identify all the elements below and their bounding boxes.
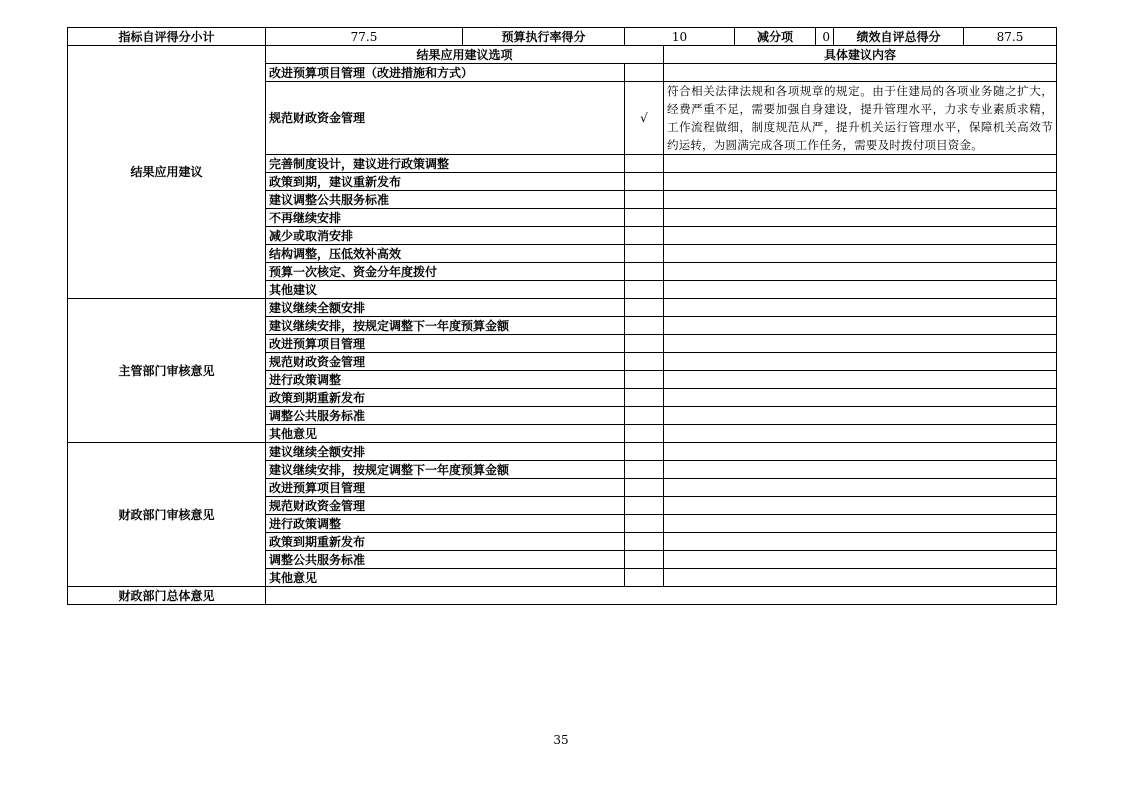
result-option-content [664, 281, 1057, 299]
budget-value: 10 [625, 28, 735, 46]
dept-review-option-content [664, 299, 1057, 317]
total-label: 绩效自评总得分 [834, 28, 964, 46]
result-option-label: 预算一次核定、资金分年度拨付 [266, 263, 625, 281]
result-option-content [664, 191, 1057, 209]
result-option-content [664, 227, 1057, 245]
finance-review-option-content [664, 569, 1057, 587]
summary-row [68, 28, 1057, 46]
finance-review-option-content [664, 497, 1057, 515]
result-option-label: 其他建议 [266, 281, 625, 299]
dept-review-option-check [625, 335, 664, 353]
dept-review-option-check [625, 425, 664, 443]
finance-review-option-label: 其他意见 [266, 569, 625, 587]
performance-evaluation-table [67, 27, 1057, 605]
result-option-check [625, 191, 664, 209]
result-option-label: 政策到期，建议重新发布 [266, 173, 625, 191]
result-option-check [625, 245, 664, 263]
finance-review-option-label: 建议继续安排，按规定调整下一年度预算金额 [266, 461, 625, 479]
dept-review-label: 主管部门审核意见 [68, 299, 266, 443]
finance-review-option-label: 进行政策调整 [266, 515, 625, 533]
result-section-label: 结果应用建议 [68, 46, 266, 299]
finance-review-option-check [625, 515, 664, 533]
dept-review-option-label: 其他意见 [266, 425, 625, 443]
finance-review-option-content [664, 443, 1057, 461]
finance-review-option-content [664, 533, 1057, 551]
finance-review-option-content [664, 551, 1057, 569]
result-option-check [625, 263, 664, 281]
finance-review-option-content [664, 461, 1057, 479]
overall-opinion-label: 财政部门总体意见 [68, 587, 266, 605]
result-option-content [664, 155, 1057, 173]
dept-review-option-content [664, 371, 1057, 389]
dept-review-option-content [664, 317, 1057, 335]
dept-review-option-content [664, 425, 1057, 443]
result-option-content [664, 64, 1057, 82]
budget-label: 预算执行率得分 [463, 28, 625, 46]
result-option-check [625, 209, 664, 227]
subtotal-label: 指标自评得分小计 [68, 28, 266, 46]
dept-review-option-label: 改进预算项目管理 [266, 335, 625, 353]
finance-review-label: 财政部门审核意见 [68, 443, 266, 587]
result-option-content [664, 245, 1057, 263]
dept-review-option-label: 调整公共服务标准 [266, 407, 625, 425]
result-options-header: 结果应用建议选项 [266, 46, 664, 64]
result-option-check: √ [625, 82, 664, 155]
result-option-content [664, 173, 1057, 191]
finance-review-option-label: 改进预算项目管理 [266, 479, 625, 497]
finance-review-option-check [625, 497, 664, 515]
dept-review-option-check [625, 299, 664, 317]
finance-review-option-content [664, 479, 1057, 497]
dept-review-option-content [664, 389, 1057, 407]
deduction-label: 减分项 [735, 28, 816, 46]
finance-review-option-check [625, 569, 664, 587]
result-option-label: 规范财政资金管理 [266, 82, 625, 155]
result-option-label: 结构调整，压低效补高效 [266, 245, 625, 263]
finance-review-option-check [625, 533, 664, 551]
dept-review-option-check [625, 317, 664, 335]
result-option-content [664, 263, 1057, 281]
result-option-check [625, 281, 664, 299]
dept-review-option-content [664, 335, 1057, 353]
deduction-value: 0 [816, 28, 834, 46]
result-option-label: 不再继续安排 [266, 209, 625, 227]
finance-review-option-label: 建议继续全额安排 [266, 443, 625, 461]
finance-review-option-check [625, 551, 664, 569]
dept-review-option-content [664, 407, 1057, 425]
result-option-label: 改进预算项目管理（改进措施和方式） [266, 64, 625, 82]
finance-review-option-content [664, 515, 1057, 533]
finance-review-option-check [625, 479, 664, 497]
dept-review-option-check [625, 371, 664, 389]
dept-review-option-check [625, 407, 664, 425]
result-option-check [625, 173, 664, 191]
overall-opinion-value [266, 587, 1057, 605]
dept-review-row [68, 299, 1057, 317]
dept-review-option-label: 政策到期重新发布 [266, 389, 625, 407]
dept-review-option-check [625, 353, 664, 371]
finance-review-option-check [625, 443, 664, 461]
result-option-label: 减少或取消安排 [266, 227, 625, 245]
result-option-label: 完善制度设计，建议进行政策调整 [266, 155, 625, 173]
dept-review-option-label: 建议继续安排，按规定调整下一年度预算金额 [266, 317, 625, 335]
result-option-check [625, 227, 664, 245]
finance-review-option-label: 调整公共服务标准 [266, 551, 625, 569]
result-option-content: 符合相关法律法规和各项规章的规定。由于住建局的各项业务随之扩大，经费严重不足，需要加强自身建设，提升管理水平，力求专业素质求精，工作流程做细，制度规范从严，提升机关运行管理水平，保障机关高效节约运转，为圆满完成各项工作任务，需要及时拨付项目资金。 [664, 82, 1057, 155]
finance-review-option-label: 规范财政资金管理 [266, 497, 625, 515]
finance-review-option-check [625, 461, 664, 479]
result-content-header: 具体建议内容 [664, 46, 1057, 64]
dept-review-option-label: 进行政策调整 [266, 371, 625, 389]
dept-review-option-label: 规范财政资金管理 [266, 353, 625, 371]
result-option-check [625, 155, 664, 173]
dept-review-option-label: 建议继续全额安排 [266, 299, 625, 317]
result-option-check [625, 64, 664, 82]
overall-opinion-row [68, 587, 1057, 605]
dept-review-option-content [664, 353, 1057, 371]
page-number: 35 [553, 733, 569, 747]
result-option-content [664, 209, 1057, 227]
subtotal-value: 77.5 [266, 28, 463, 46]
result-option-label: 建议调整公共服务标准 [266, 191, 625, 209]
finance-review-option-label: 政策到期重新发布 [266, 533, 625, 551]
finance-review-row [68, 443, 1057, 461]
total-value: 87.5 [964, 28, 1057, 46]
dept-review-option-check [625, 389, 664, 407]
result-header-row [68, 46, 1057, 64]
